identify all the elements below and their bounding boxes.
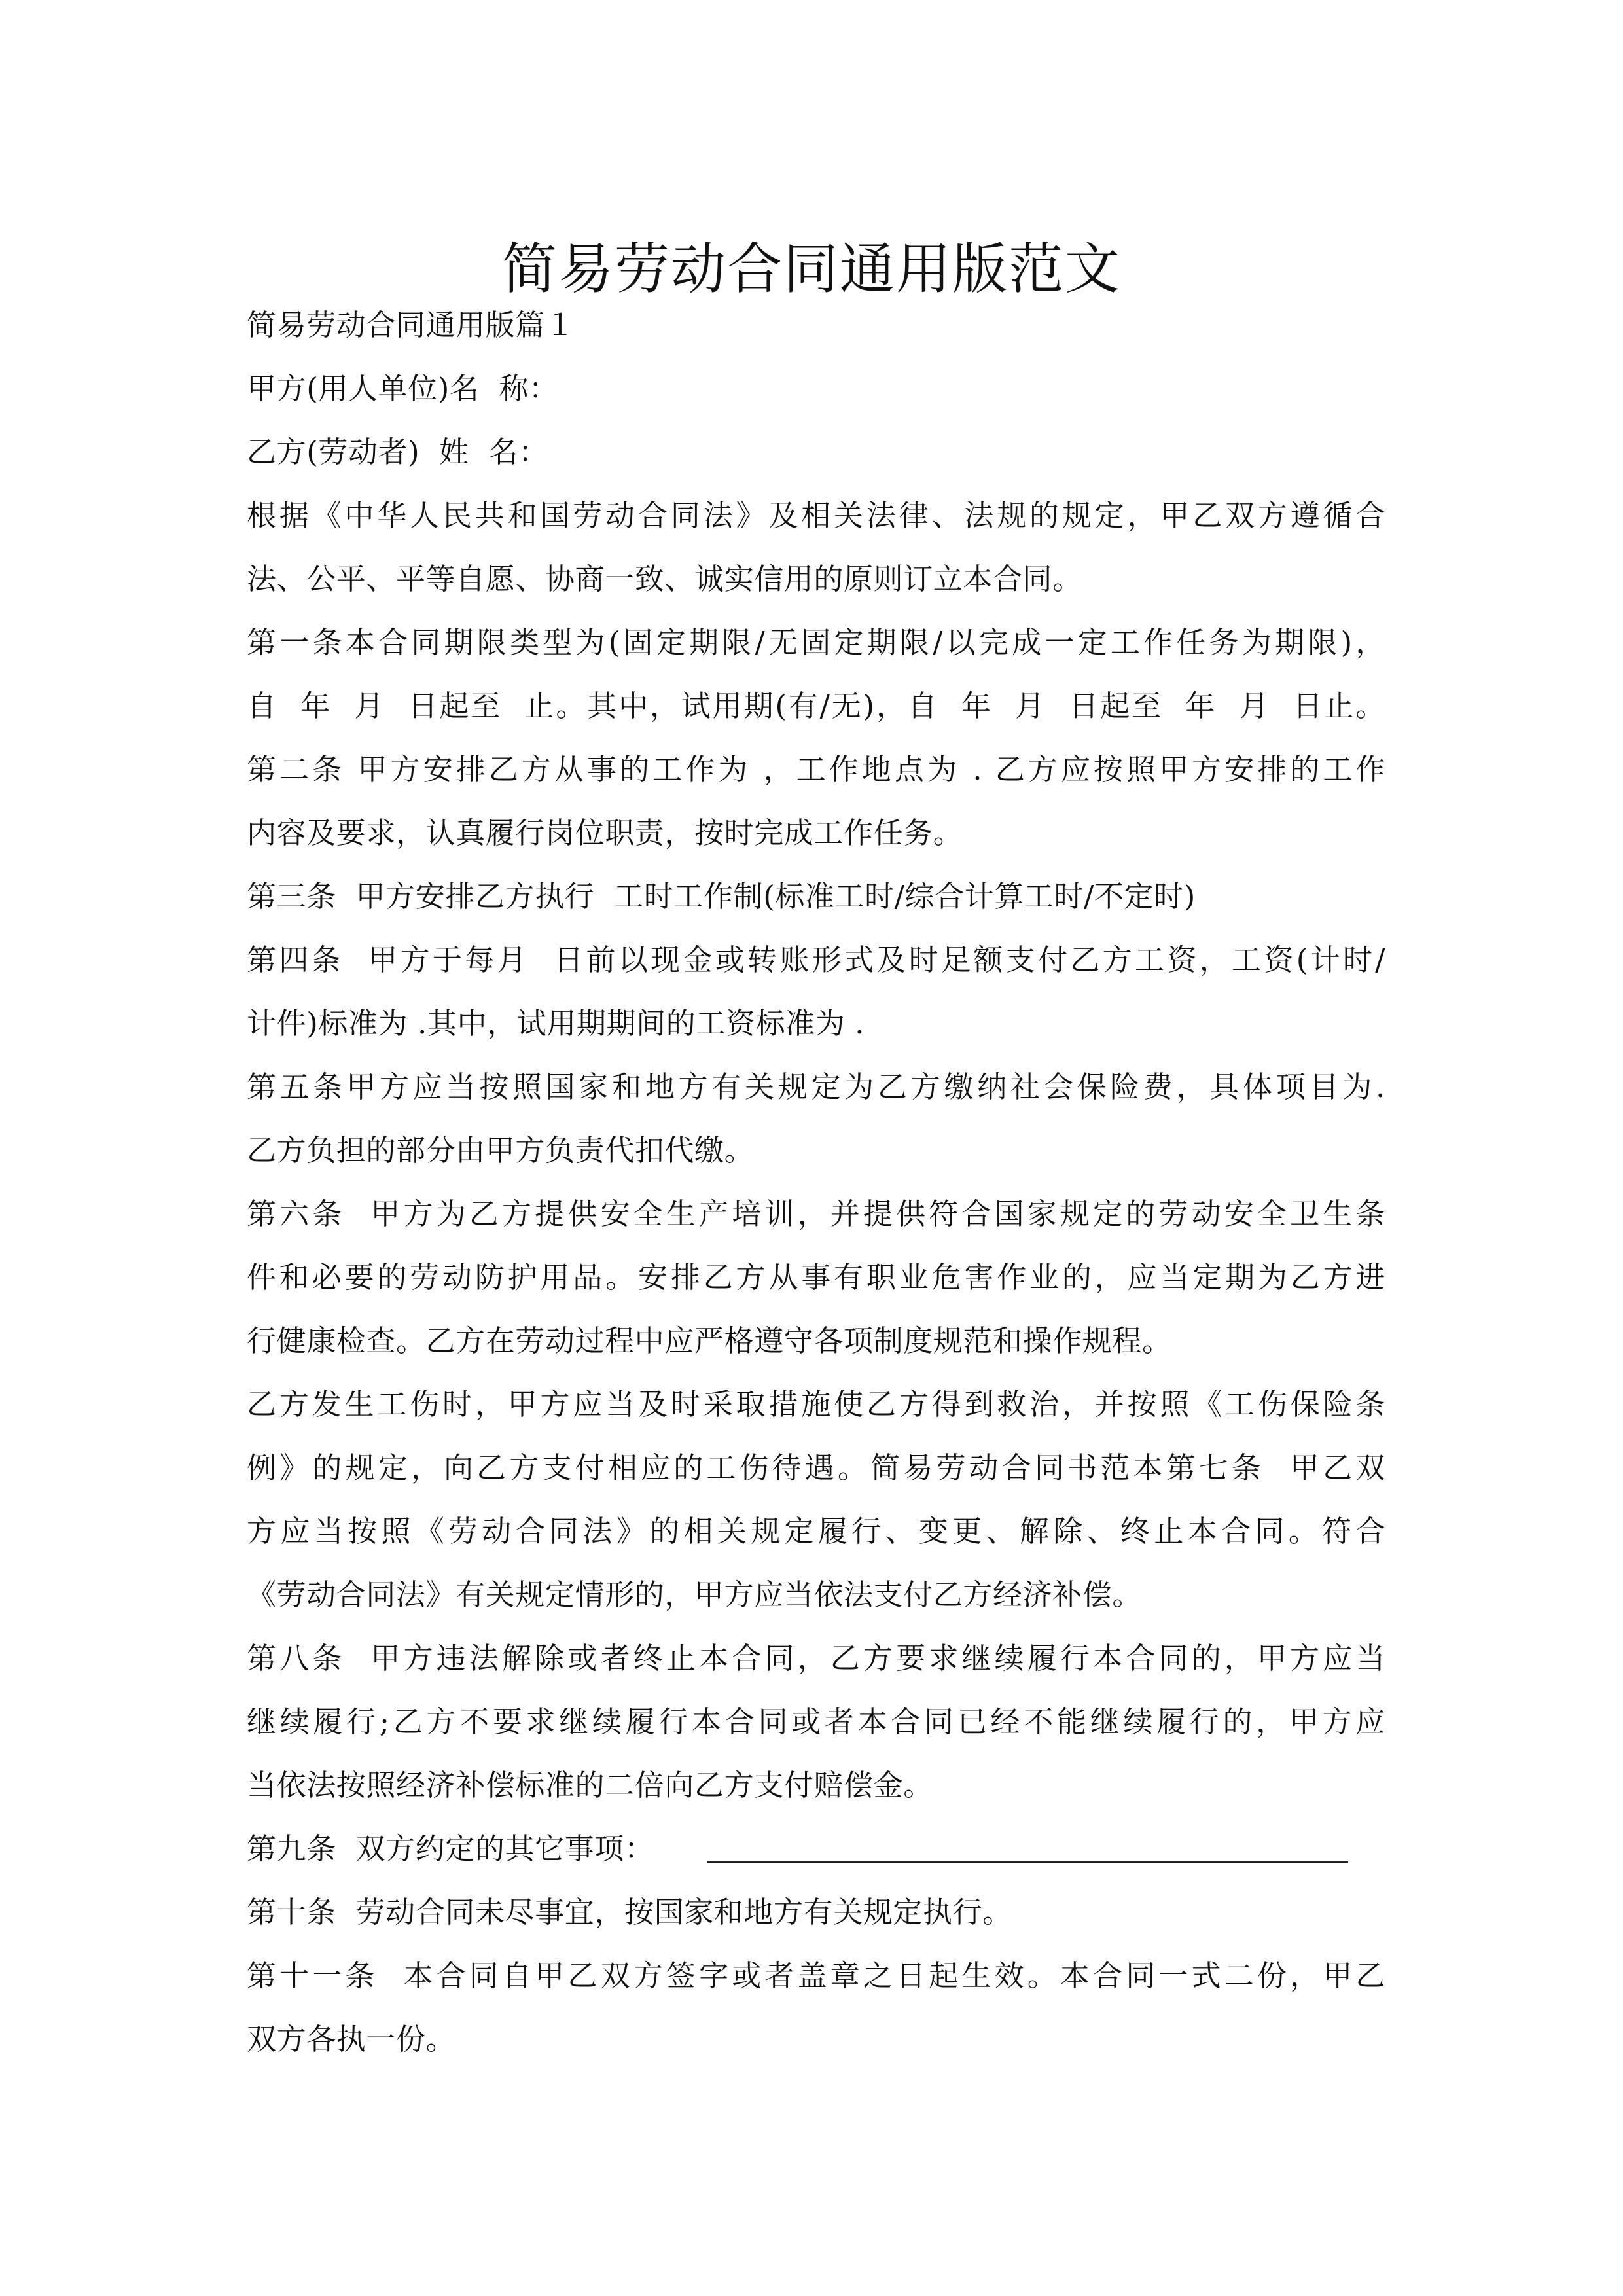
article-4-line: 计件)标准为 .其中，试用期期间的工资标准为 . — [247, 1006, 865, 1041]
article-2-line: 内容及要求，认真履行岗位职责，按时完成工作任务。 — [247, 816, 963, 850]
article-6-line: 第六条 甲方为乙方提供安全生产培训，并提供符合国家规定的劳动安全卫生条 — [247, 1196, 1385, 1231]
article-7-line: 方应当按照《劳动合同法》的相关规定履行、变更、解除、终止本合同。符合 — [247, 1514, 1385, 1549]
article-8-line: 当依法按照经济补偿标准的二倍向乙方支付赔偿金。 — [247, 1768, 933, 1803]
fill-in-blank-line — [707, 1861, 1348, 1863]
article-7-line: 《劳动合同法》有关规定情形的，甲方应当依法支付乙方经济补偿。 — [247, 1577, 1143, 1612]
article-11-line: 双方各执一份。 — [247, 2022, 456, 2056]
article-5-line: 乙方负担的部分由甲方负责代扣代缴。 — [247, 1133, 755, 1168]
article-4-line: 第四条 甲方于每月 日前以现金或转账形式及时足额支付乙方工资，工资(计时/ — [247, 942, 1385, 977]
article-8-line: 第八条 甲方违法解除或者终止本合同，乙方要求继续履行本合同的，甲方应当 — [247, 1641, 1385, 1676]
injury-clause-line: 乙方发生工伤时，甲方应当及时采取措施使乙方得到救治，并按照《工伤保险条 — [247, 1387, 1385, 1422]
article-10-line: 第十条 劳动合同未尽事宜，按国家和地方有关规定执行。 — [247, 1895, 1012, 1929]
party-a-name-field: 甲方(用人单位)名 称： — [247, 371, 559, 406]
article-7-line: 例》的规定，向乙方支付相应的工伤待遇。简易劳动合同书范本第七条 甲乙双 — [247, 1450, 1385, 1485]
article-8-line: 继续履行;乙方不要求继续履行本合同或者本合同已经不能继续履行的，甲方应 — [247, 1704, 1385, 1739]
article-1-line: 第一条本合同期限类型为(固定期限/无固定期限/以完成一定工作任务为期限)， — [247, 625, 1385, 660]
document-title: 简易劳动合同通用版范文 — [501, 237, 1121, 302]
document-body — [247, 293, 1385, 2071]
preamble-line: 根据《中华人民共和国劳动合同法》及相关法律、法规的规定，甲乙双方遵循合 — [247, 498, 1385, 533]
section-heading: 简易劳动合同通用版篇１ — [247, 308, 575, 342]
article-3-line: 第三条 甲方安排乙方执行 工时工作制(标准工时/综合计算工时/不定时) — [247, 879, 1196, 914]
article-5-line: 第五条甲方应当按照国家和地方有关规定为乙方缴纳社会保险费，具体项目为. — [247, 1069, 1385, 1104]
preamble-line: 法、公平、平等自愿、协商一致、诚实信用的原则订立本合同。 — [247, 562, 1082, 596]
article-6-line: 件和必要的劳动防护用品。安排乙方从事有职业危害作业的，应当定期为乙方进 — [247, 1260, 1385, 1295]
article-6-line: 行健康检查。乙方在劳动过程中应严格遵守各项制度规范和操作规程。 — [247, 1323, 1172, 1358]
article-1-line: 自 年 月 日起至 止。其中，试用期(有/无)，自 年 月 日起至 年 月 日止。 — [247, 689, 1385, 723]
article-9-text: 第九条 双方约定的其它事项： — [247, 1831, 654, 1866]
party-b-name-field: 乙方(劳动者) 姓 名： — [247, 435, 548, 469]
article-9-line — [247, 1817, 1385, 1880]
article-2-line: 第二条 甲方安排乙方从事的工作为 ，工作地点为 . 乙方应按照甲方安排的工作 — [247, 752, 1385, 787]
article-11-line: 第十一条 本合同自甲乙双方签字或者盖章之日起生效。本合同一式二份，甲乙 — [247, 1958, 1385, 1993]
